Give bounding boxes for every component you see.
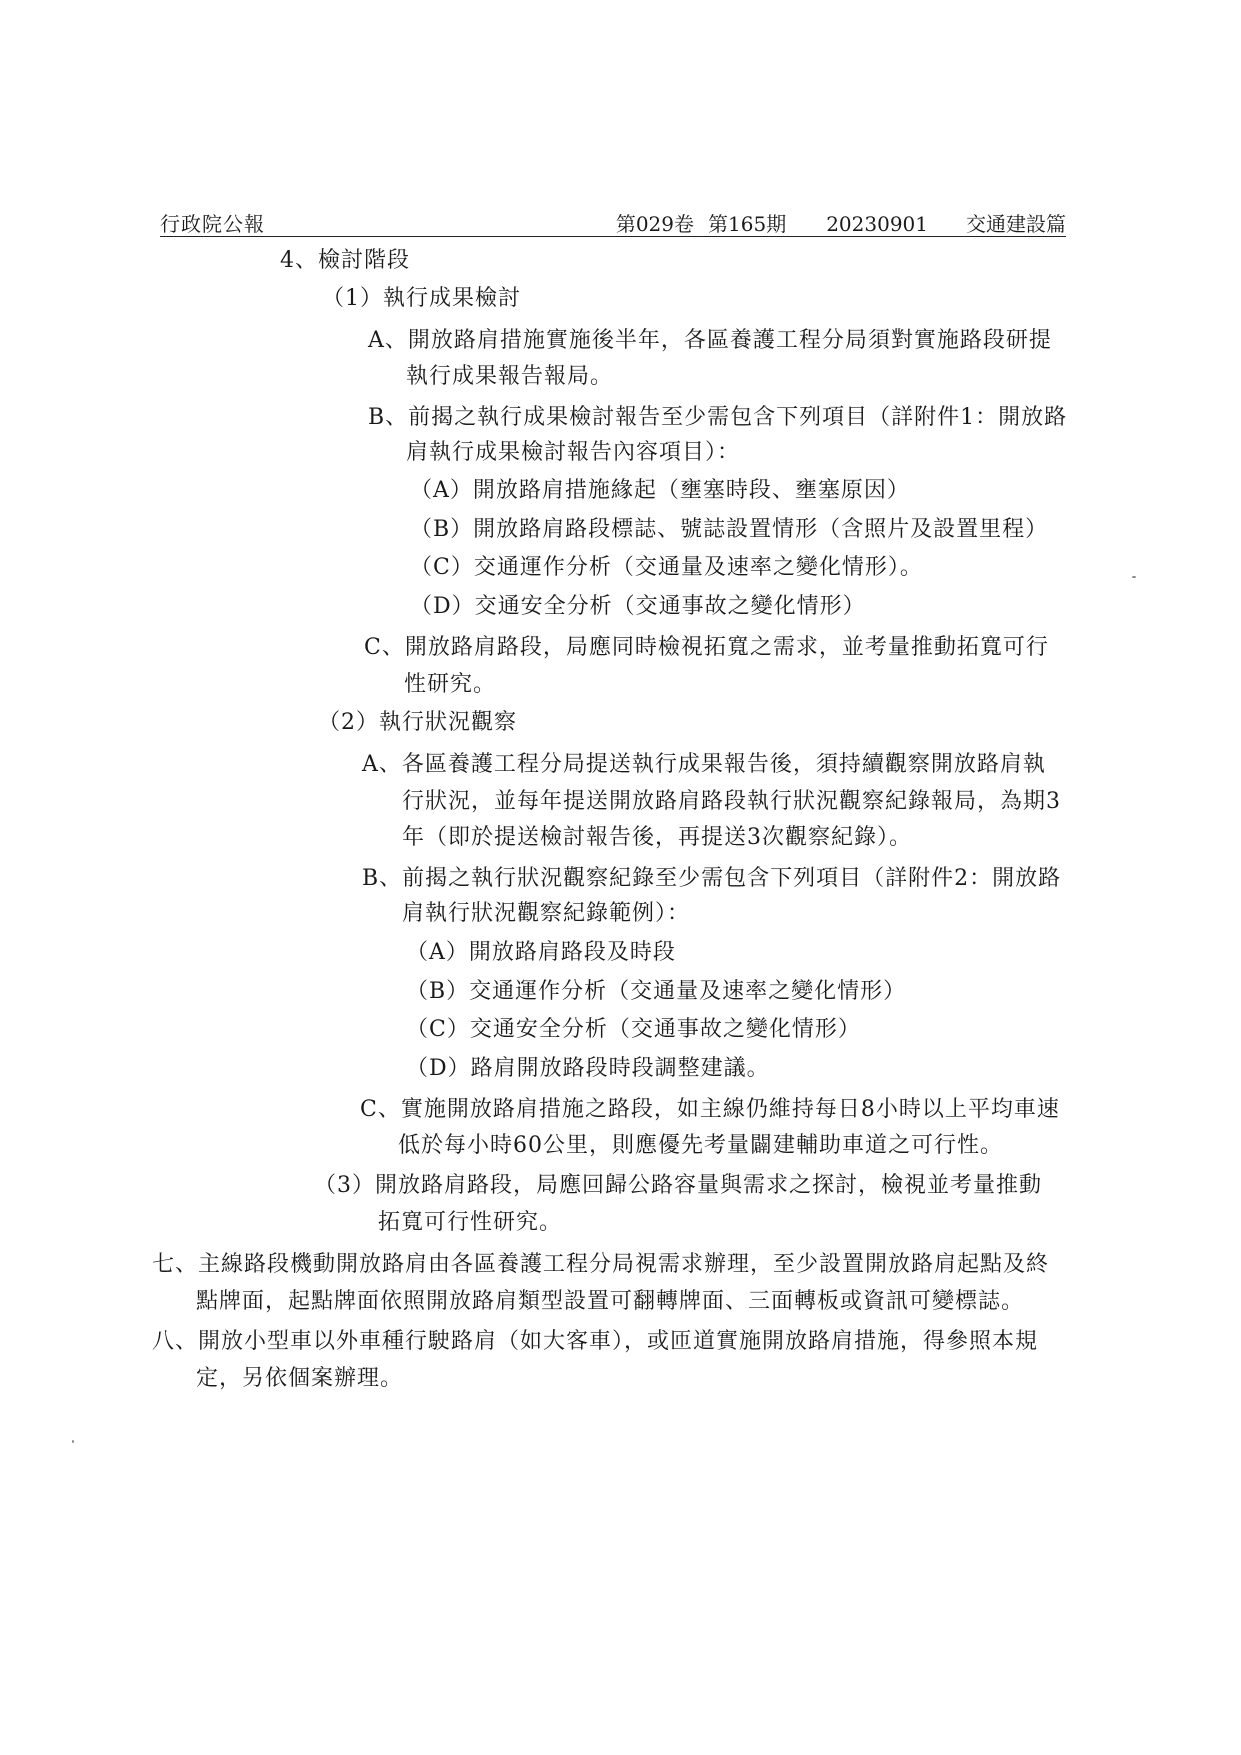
paragraph-line: C、實施開放路肩措施之路段，如主線仍維持每日8小時以上平均車速: [360, 1097, 1060, 1122]
section-seven: 七、主線路段機動開放路肩由各區養護工程分局視需求辦理，至少設置開放路肩起點及終: [152, 1252, 1050, 1277]
paragraph-line: 肩執行成果檢討報告內容項目）：: [406, 440, 741, 465]
heading-review-stage: 4、檢討階段: [280, 248, 410, 273]
list-item: （D）交通安全分析（交通事故之變化情形）: [410, 594, 866, 619]
list-item: （A）開放路肩路段及時段: [406, 940, 676, 965]
list-item: （A）開放路肩措施緣起（壅塞時段、壅塞原因）: [410, 478, 910, 503]
scan-speck: [1132, 576, 1136, 578]
issue-number: 第165期: [708, 212, 787, 236]
paragraph-line: 定，另依個案辦理。: [196, 1366, 404, 1391]
page-header: [160, 208, 1066, 240]
subheading-results-review: （1）執行成果檢討: [322, 286, 521, 311]
list-item: （C）交通運作分析（交通量及速率之變化情形）。: [410, 555, 923, 580]
paragraph-line: （3）開放路肩路段，局應回歸公路容量與需求之探討，檢視並考量推動: [314, 1173, 1042, 1198]
paragraph-line: 年（即於提送檢討報告後，再提送3次觀察紀錄）。: [402, 825, 912, 850]
paragraph-line: 拓寬可行性研究。: [378, 1210, 563, 1235]
section-eight: 八、開放小型車以外車種行駛路肩（如大客車），或匝道實施開放路肩措施，得參照本規: [152, 1329, 1039, 1354]
header-rule: [160, 236, 1066, 237]
paragraph-line: 肩執行狀況觀察紀錄範例）：: [402, 901, 691, 926]
paragraph-line: 行狀況，並每年提送開放路肩路段執行狀況觀察紀錄報局，為期3: [402, 789, 1061, 814]
section-name: 交通建設篇: [966, 212, 1066, 236]
paragraph-line: B、前揭之執行狀況觀察紀錄至少需包含下列項目（詳附件2：開放路: [362, 866, 1062, 891]
list-item: （D）路肩開放路段時段調整建議。: [406, 1056, 770, 1081]
paragraph-line: 性研究。: [404, 672, 497, 697]
paragraph-line: A、開放路肩措施實施後半年，各區養護工程分局須對實施路段研提: [368, 328, 1052, 353]
list-item: （B）開放路肩路段標誌、號誌設置情形（含照片及設置里程）: [410, 517, 1049, 542]
paragraph-line: 執行成果報告報局。: [406, 364, 614, 389]
list-item: （B）交通運作分析（交通量及速率之變化情形）: [406, 979, 907, 1004]
volume: 第029卷: [615, 212, 695, 236]
subheading-status-observation: （2）執行狀況觀察: [318, 710, 517, 735]
publication-title: 行政院公報: [160, 212, 265, 236]
paragraph-line: A、各區養護工程分局提送執行成果報告後，須持續觀察開放路肩執: [362, 752, 1046, 777]
paragraph-line: C、開放路肩路段，局應同時檢視拓寬之需求，並考量推動拓寬可行: [364, 635, 1049, 660]
paragraph-line: B、前揭之執行成果檢討報告至少需包含下列項目（詳附件1：開放路: [368, 405, 1068, 430]
scan-speck: [72, 1440, 74, 1443]
issue-date: 20230901: [826, 212, 928, 236]
paragraph-line: 低於每小時60公里，則應優先考量闢建輔助車道之可行性。: [398, 1133, 1003, 1158]
paragraph-line: 點牌面，起點牌面依照開放路肩類型設置可翻轉牌面、三面轉板或資訊可變標誌。: [196, 1289, 1025, 1314]
list-item: （C）交通安全分析（交通事故之變化情形）: [406, 1017, 861, 1042]
issue-info: [616, 208, 1066, 237]
